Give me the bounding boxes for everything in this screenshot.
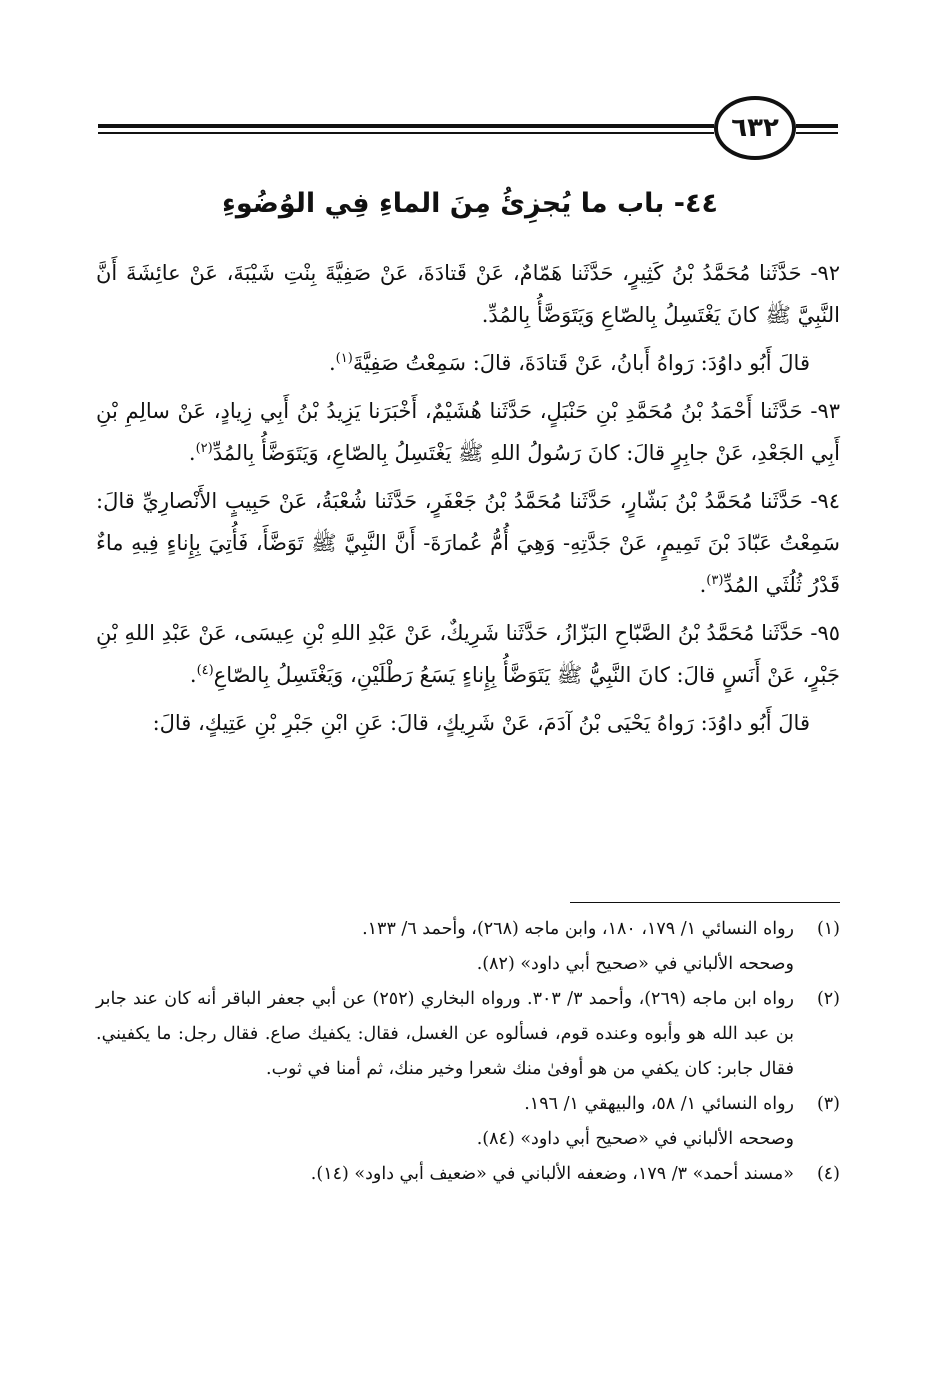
footnote-marker[interactable]: (٤) <box>196 663 214 678</box>
footnotes <box>96 912 840 1192</box>
footnote-line: وصححه الألباني في «صحيح أبي داود» (٨٤). <box>476 1129 794 1149</box>
footnote-text <box>96 1087 794 1157</box>
footnote-1 <box>96 912 840 982</box>
footnote-number: (٤) <box>816 1164 840 1184</box>
footnote-3 <box>96 1087 840 1157</box>
hadith-95: ٩٥- حَدَّثَنا مُحَمَّدُ بْنُ الصَّبّاحِ البَزّازُ، حَدَّثَنا شَرِيكٌ، عَنْ عَبْدِ اللهِ بْنِ عِيسَى، عَنْ عَبْدِ اللهِ بْنِ جَبْرٍ، عَنْ أَنَسٍ قالَ: كانَ النَّبِيُّ ﷺ يَتَوَضَّأُ بِإِناءٍ يَسَعُ رَطْلَيْنِ، وَيَغْتَسِلُ بِالصّاعِ$^{(٤)}$. <box>96 621 840 687</box>
hadith-text: ٩٥- حَدَّثَنا مُحَمَّدُ بْنُ الصَّبّاحِ البَزّازُ، حَدَّثَنا شَرِيكٌ، عَنْ عَبْدِ اللهِ بْنِ عِيسَى، عَنْ عَبْدِ اللهِ بْنِ جَبْرٍ، عَنْ أَنَسٍ قالَ: كانَ النَّبِيُّ ﷺ يَتَوَضَّأُ بِإِناءٍ يَسَعُ رَطْلَيْنِ، وَيَغْتَسِلُ بِالصّاعِ <box>96 621 840 687</box>
footnote-number: (٢) <box>816 989 840 1009</box>
footnote-text <box>96 912 794 982</box>
page-number: ٦٣٢ <box>714 96 796 160</box>
footnote-marker[interactable]: (٢) <box>195 441 213 456</box>
footnote-line: رواه النسائي ١/ ١٧٩، ١٨٠، وابن ماجه (٢٦٨)، وأحمد ٦/ ١٣٣. <box>362 919 794 939</box>
footnote-2 <box>96 982 840 1087</box>
footnote-text <box>96 1157 794 1192</box>
header-rule <box>796 132 838 134</box>
header-rule <box>98 124 714 128</box>
remark-text: قالَ أَبُو داوُدَ: رَواهُ أَبانُ، عَنْ قَتادَةَ، قالَ: سَمِعْتُ صَفِيَّةَ <box>352 351 810 375</box>
abu-dawud-remark <box>96 702 840 744</box>
hadith-text: ٩٤- حَدَّثَنا مُحَمَّدُ بْنُ بَشّارٍ، حَدَّثَنا مُحَمَّدُ بْنُ جَعْفَرٍ، حَدَّثَنا شُعْبَةُ، عَنْ حَبِيبٍ الأَنْصارِيِّ قالَ: سَمِعْتُ عَبّادَ بْنَ تَمِيمٍ، عَنْ جَدَّتِهِ- وَهِيَ أُمُّ عُمارَةَ- أَنَّ النَّبِيَّ ﷺ تَوَضَّأَ، فَأُتِيَ بِإِناءٍ فِيهِ ماءٌ قَدْرُ ثُلُثَي المُدِّ <box>96 489 840 597</box>
hadith-93: ٩٣- حَدَّثَنا أَحْمَدُ بْنُ مُحَمَّدِ بْنِ حَنْبَلٍ، حَدَّثَنا هُشَيْمٌ، أَخْبَرَنا يَزِيدُ بْنُ أَبِي زِيادٍ، عَنْ سالِمِ بْنِ أَبِي الجَعْدِ، عَنْ جابِرٍ قالَ: كانَ رَسُولُ اللهِ ﷺ يَغْتَسِلُ بِالصّاعِ، وَيَتَوَضَّأُ بِالمُدِّ$^{(٢)}$. <box>96 399 840 465</box>
footnote-text <box>96 982 794 1087</box>
footnote-number: (٣) <box>816 1094 840 1114</box>
hadith-text: ٩٢- حَدَّثَنا مُحَمَّدُ بْنُ كَثِيرٍ، حَدَّثَنا هَمّامٌ، عَنْ قَتادَةَ، عَنْ صَفِيَّةَ بِنْتِ شَيْبَةَ، عَنْ عائِشَةَ أَنَّ النَّبِيَّ ﷺ كانَ يَغْتَسِلُ بِالصّاعِ وَيَتَوَضَّأُ بِالمُدِّ. <box>96 261 840 327</box>
footnote-marker[interactable]: (٣) <box>706 573 724 588</box>
hadith-94: ٩٤- حَدَّثَنا مُحَمَّدُ بْنُ بَشّارٍ، حَدَّثَنا مُحَمَّدُ بْنُ جَعْفَرٍ، حَدَّثَنا شُعْبَةُ، عَنْ حَبِيبٍ الأَنْصارِيِّ قالَ: سَمِعْتُ عَبّادَ بْنَ تَمِيمٍ، عَنْ جَدَّتِهِ- وَهِيَ أُمُّ عُمارَةَ- أَنَّ النَّبِيَّ ﷺ تَوَضَّأَ، فَأُتِيَ بِإِناءٍ فِيهِ ماءٌ قَدْرُ ثُلُثَي المُدِّ$^{(٣)}$. <box>96 489 840 597</box>
footnote-number: (١) <box>816 919 840 939</box>
hadith-text: ٩٣- حَدَّثَنا أَحْمَدُ بْنُ مُحَمَّدِ بْنِ حَنْبَلٍ، حَدَّثَنا هُشَيْمٌ، أَخْبَرَنا يَزِيدُ بْنُ أَبِي زِيادٍ، عَنْ سالِمِ بْنِ أَبِي الجَعْدِ، عَنْ جابِرٍ قالَ: كانَ رَسُولُ اللهِ ﷺ يَغْتَسِلُ بِالصّاعِ، وَيَتَوَضَّأُ بِالمُدِّ <box>96 399 840 465</box>
footnote-line: وصححه الألباني في «صحيح أبي داود» (٨٢). <box>476 954 794 974</box>
footnote-line: «مسند أحمد» ٣/ ١٧٩، وضعفه الألباني في «ضعيف أبي داود» (١٤). <box>310 1164 794 1184</box>
footnote-marker[interactable]: (١) <box>335 351 353 366</box>
hadith-92 <box>96 252 840 336</box>
header-rule <box>796 124 838 128</box>
header-rule <box>98 132 714 134</box>
chapter-title: ٤٤- باب ما يُجزِئُ مِنَ الماءِ فِي الوُضُوءِ <box>222 188 718 219</box>
footnote-4 <box>96 1157 840 1192</box>
footnote-separator <box>570 902 840 903</box>
footnote-line: رواه ابن ماجه (٢٦٩)، وأحمد ٣/ ٣٠٣. ورواه البخاري (٢٥٢) عن أبي جعفر الباقر أنه كان عند جابر بن عبد الله هو وأبوه وعنده قوم، فسألوه عن الغسل، فقال: يكفيك صاع. فقال رجل: ما يكفيني. فقال جابر: كان يكفي من هو أوفىٰ منك شعرا وخير منك، ثم أمنا في ثوب. <box>96 989 794 1079</box>
remark-text: قالَ أَبُو داوُدَ: رَواهُ يَحْيَى بْنُ آدَمَ، عَنْ شَرِيكٍ، قالَ: عَنِ ابْنِ جَبْرِ بْنِ عَتِيكٍ، قالَ: <box>152 711 810 735</box>
abu-dawud-remark: قالَ أَبُو داوُدَ: رَواهُ أَبانُ، عَنْ قَتادَةَ، قالَ: سَمِعْتُ صَفِيَّةَ$^{(١)}$. <box>328 351 810 375</box>
hadith-body <box>96 252 840 750</box>
footnote-line: رواه النسائي ١/ ٥٨، والبيهقي ١/ ١٩٦. <box>524 1094 794 1114</box>
